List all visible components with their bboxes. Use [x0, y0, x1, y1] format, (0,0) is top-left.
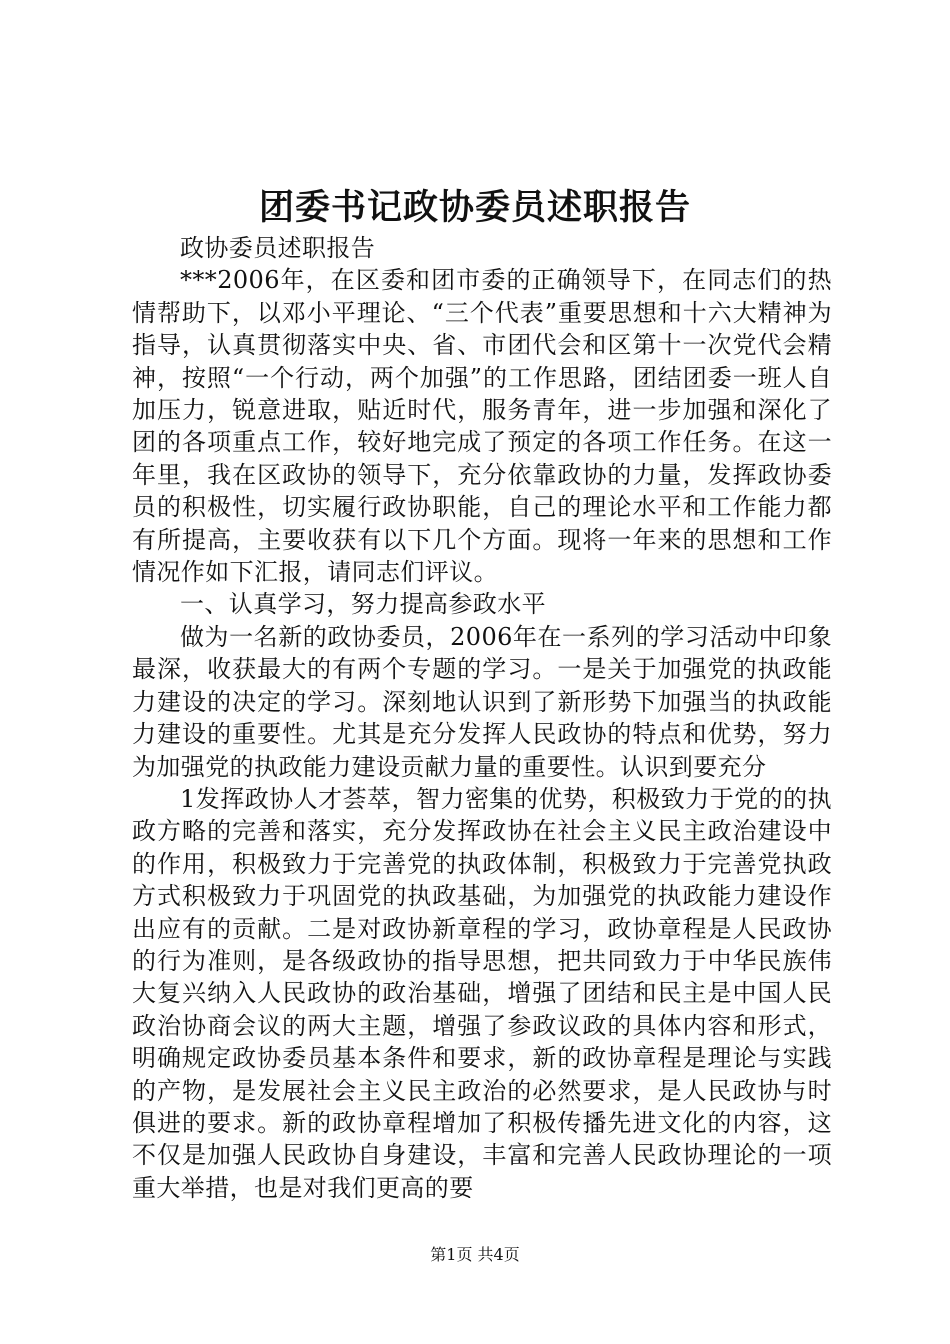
intro-paragraph: ***2006年，在区委和团市委的正确领导下，在同志们的热情帮助下，以邓小平理论、“三个代表”重要思想和十六大精神为指导，认真贯彻落实中央、省、市团代会和区第十一次党代会精神，按照“一个行动，两个加强”的工作思路，团结团委一班人自加压力，锐意进取，贴近时代，服务青年，进一步加强和深化了团的各项重点工作，较好地完成了预定的各项工作任务。在这一年里，我在区政协的领导下，充分依靠政协的力量，发挥政协委员的积极性，切实履行政协职能，自己的理论水平和工作能力都有所提高，主要收获有以下几个方面。现将一年来的思想和工作情况作如下汇报，请同志们评议。 [132, 266, 832, 587]
subtitle-paragraph: 政协委员述职报告 [180, 234, 376, 262]
body-paragraph: 1发挥政协人才荟萃，智力密集的优势，积极致力于党的的执政方略的完善和落实，充分发挥政协在社会主义民主政治建设中的作用，积极致力于完善党的执政体制，积极致力于完善党执政方式积极致力于巩固党的执政基础，为加强党的执政能力建设作出应有的贡献。二是对政协新章程的学习，政协章程是人民政协的行为准则，是各级政协的指导思想，把共同致力于中华民族伟大复兴纳入人民政协的政治基础，增强了团结和民主是中国人民政治协商会议的两大主题，增强了参政议政的具体内容和形式，明确规定政协委员基本条件和要求，新的政协章程是理论与实践的产物，是发展社会主义民主政治的必然要求，是人民政协与时俱进的要求。新的政协章程增加了积极传播先进文化的内容，这不仅是加强人民政协自身建设，丰富和完善人民政协理论的一项重大举措，也是对我们更高的要 [132, 784, 832, 1202]
section-heading: 一、认真学习，努力提高参政水平 [180, 590, 546, 619]
body-paragraph: 做为一名新的政协委员，2006年在一系列的学习活动中印象最深，收获最大的有两个专题的学习。一是关于加强党的执政能力建设的决定的学习。深刻地认识到了新形势下加强当的执政能力建设的重要性。尤其是充分发挥人民政协的特点和优势，努力为加强党的执政能力建设贡献力量的重要性。认识到要充分 [132, 622, 832, 781]
document-body [132, 232, 832, 1204]
page-number-footer: 第1页 共4页 [430, 1245, 520, 1264]
document-title: 团委书记政协委员述职报告 [258, 187, 691, 228]
